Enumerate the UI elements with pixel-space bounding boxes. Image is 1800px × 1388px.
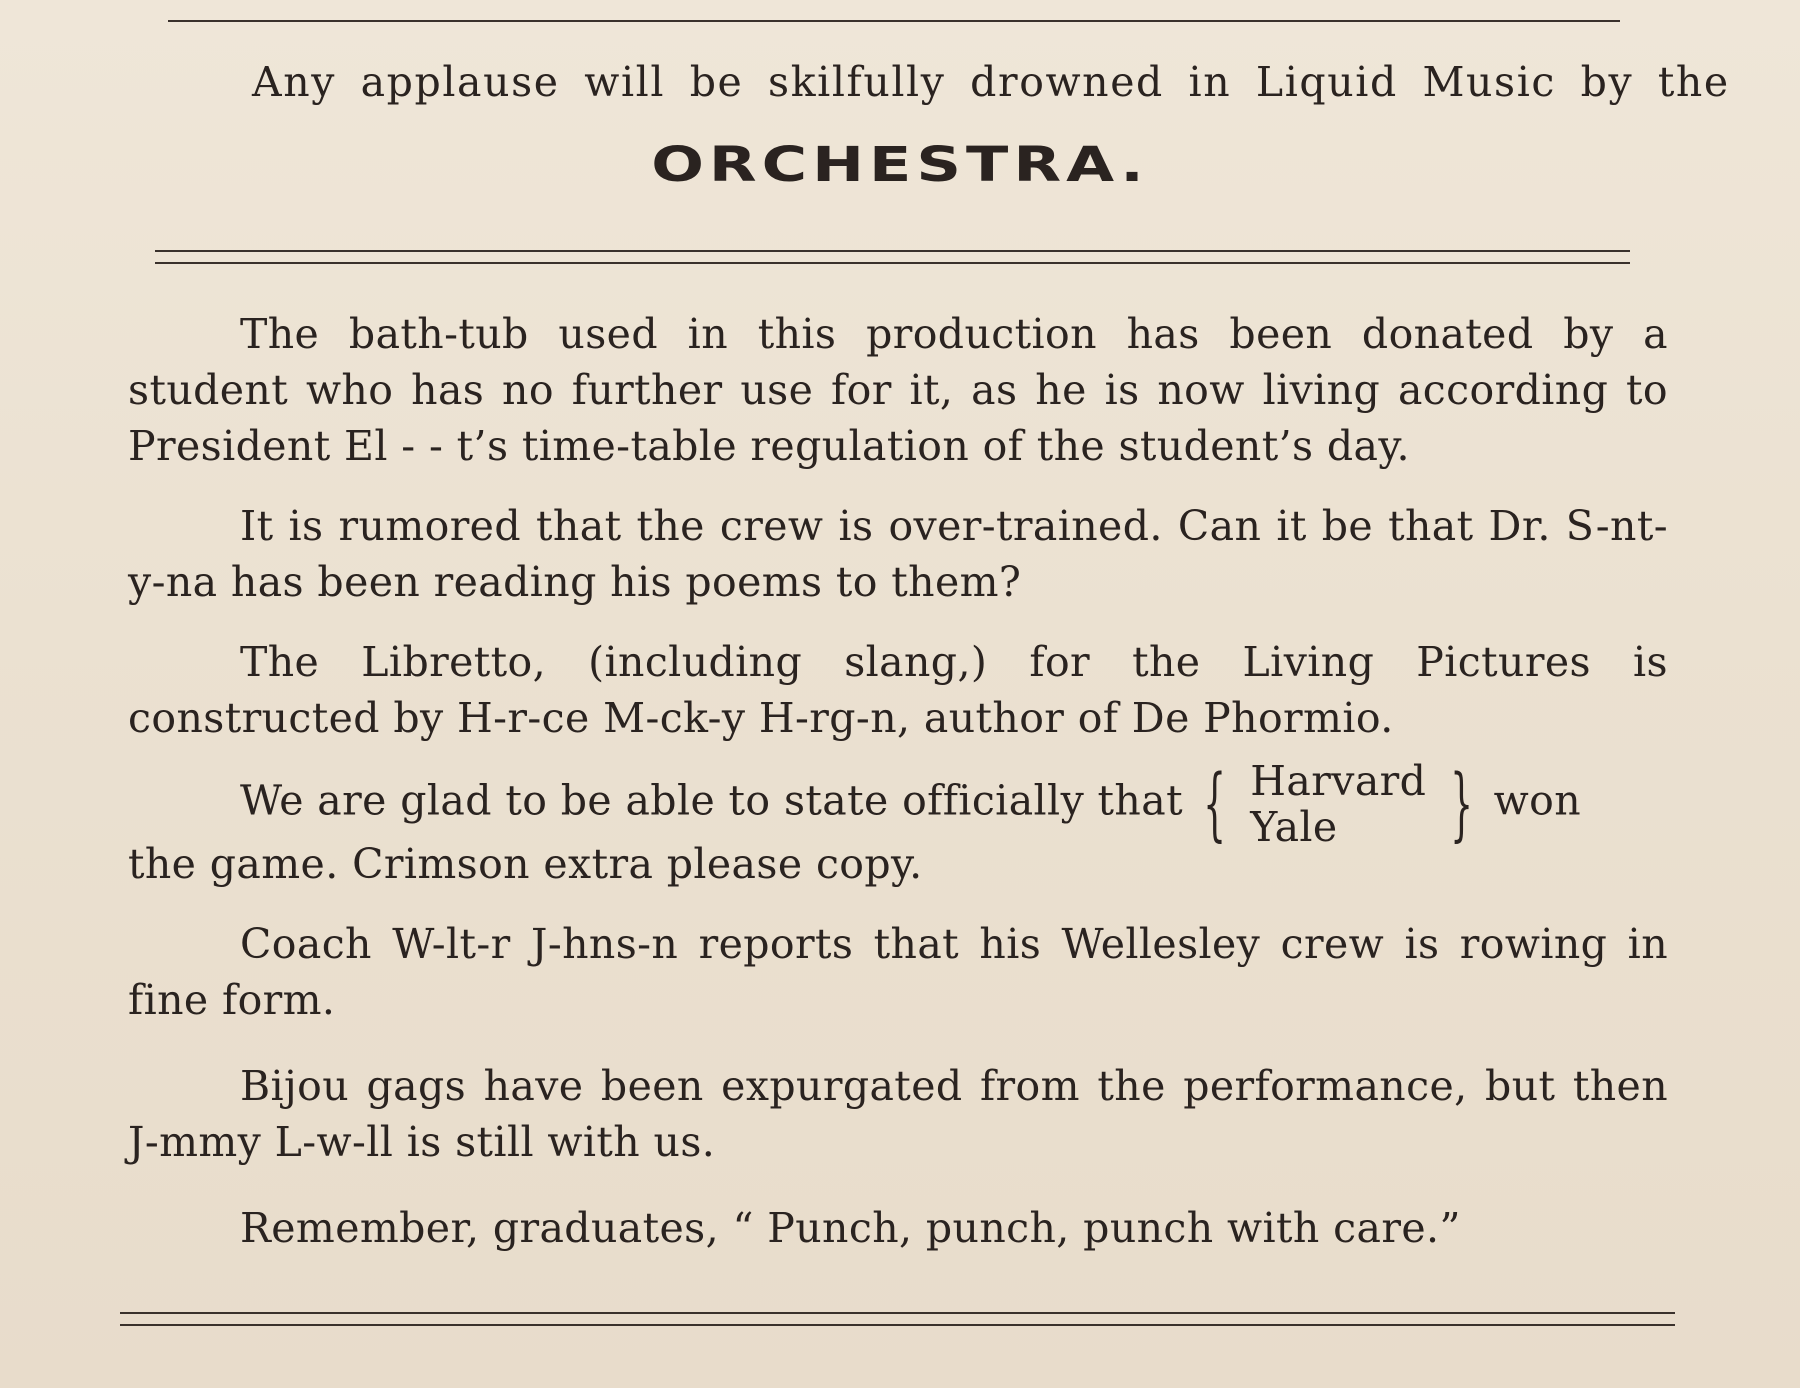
paragraph-text: Remember, graduates, “ Punch, punch, punch with care.” (240, 1204, 1461, 1252)
orchestra-intro-line: Any applause will be skilfully drowned in Liquid Music by the (252, 58, 1730, 106)
paragraph-game (128, 758, 1668, 892)
left-brace: { (1203, 757, 1227, 850)
paragraph-remember (128, 1200, 1668, 1256)
game-lead-text: We are glad to be able to state officially that (240, 776, 1183, 825)
orchestra-heading: ORCHESTRA. (651, 136, 1149, 193)
paragraph-text: Coach W-lt-r J-hns-n reports that his Wellesley crew is rowing in fine form. (128, 920, 1668, 1024)
paragraph-bijou (128, 1058, 1668, 1170)
team-brace-group (1189, 758, 1488, 850)
team-option-harvard: Harvard (1250, 757, 1427, 805)
paragraph-text: It is rumored that the crew is over-trained. Can it be that Dr. S-nt-y-na has been reading his poems to them? (128, 502, 1668, 606)
game-rest-text: the game. Crimson extra please copy. (128, 840, 923, 888)
heading-double-rule (155, 250, 1630, 264)
paragraph-crew (128, 498, 1668, 610)
paragraph-libretto (128, 634, 1668, 746)
paragraph-text: The Libretto, (including slang,) for the Living Pictures is constructed by H-r-ce M-ck-y H-rg-n, author of De Phormio. (128, 638, 1668, 742)
paragraph-text: Bijou gags have been expurgated from the performance, but then J-mmy L-w-ll is still with us. (128, 1062, 1668, 1166)
game-trail-text: won (1493, 776, 1582, 825)
paragraph-text: The bath-tub used in this production has been donated by a student who has no further use for it, as he is now living according to President El - - t’s time-table regulation of the student’s day. (128, 310, 1668, 470)
paragraph-bath-tub (128, 306, 1668, 474)
top-rule (168, 20, 1620, 22)
paragraph-coach (128, 916, 1668, 1028)
bottom-double-rule (120, 1312, 1675, 1326)
team-stack (1240, 758, 1436, 850)
team-option-yale: Yale (1250, 803, 1338, 851)
right-brace: } (1450, 757, 1474, 850)
